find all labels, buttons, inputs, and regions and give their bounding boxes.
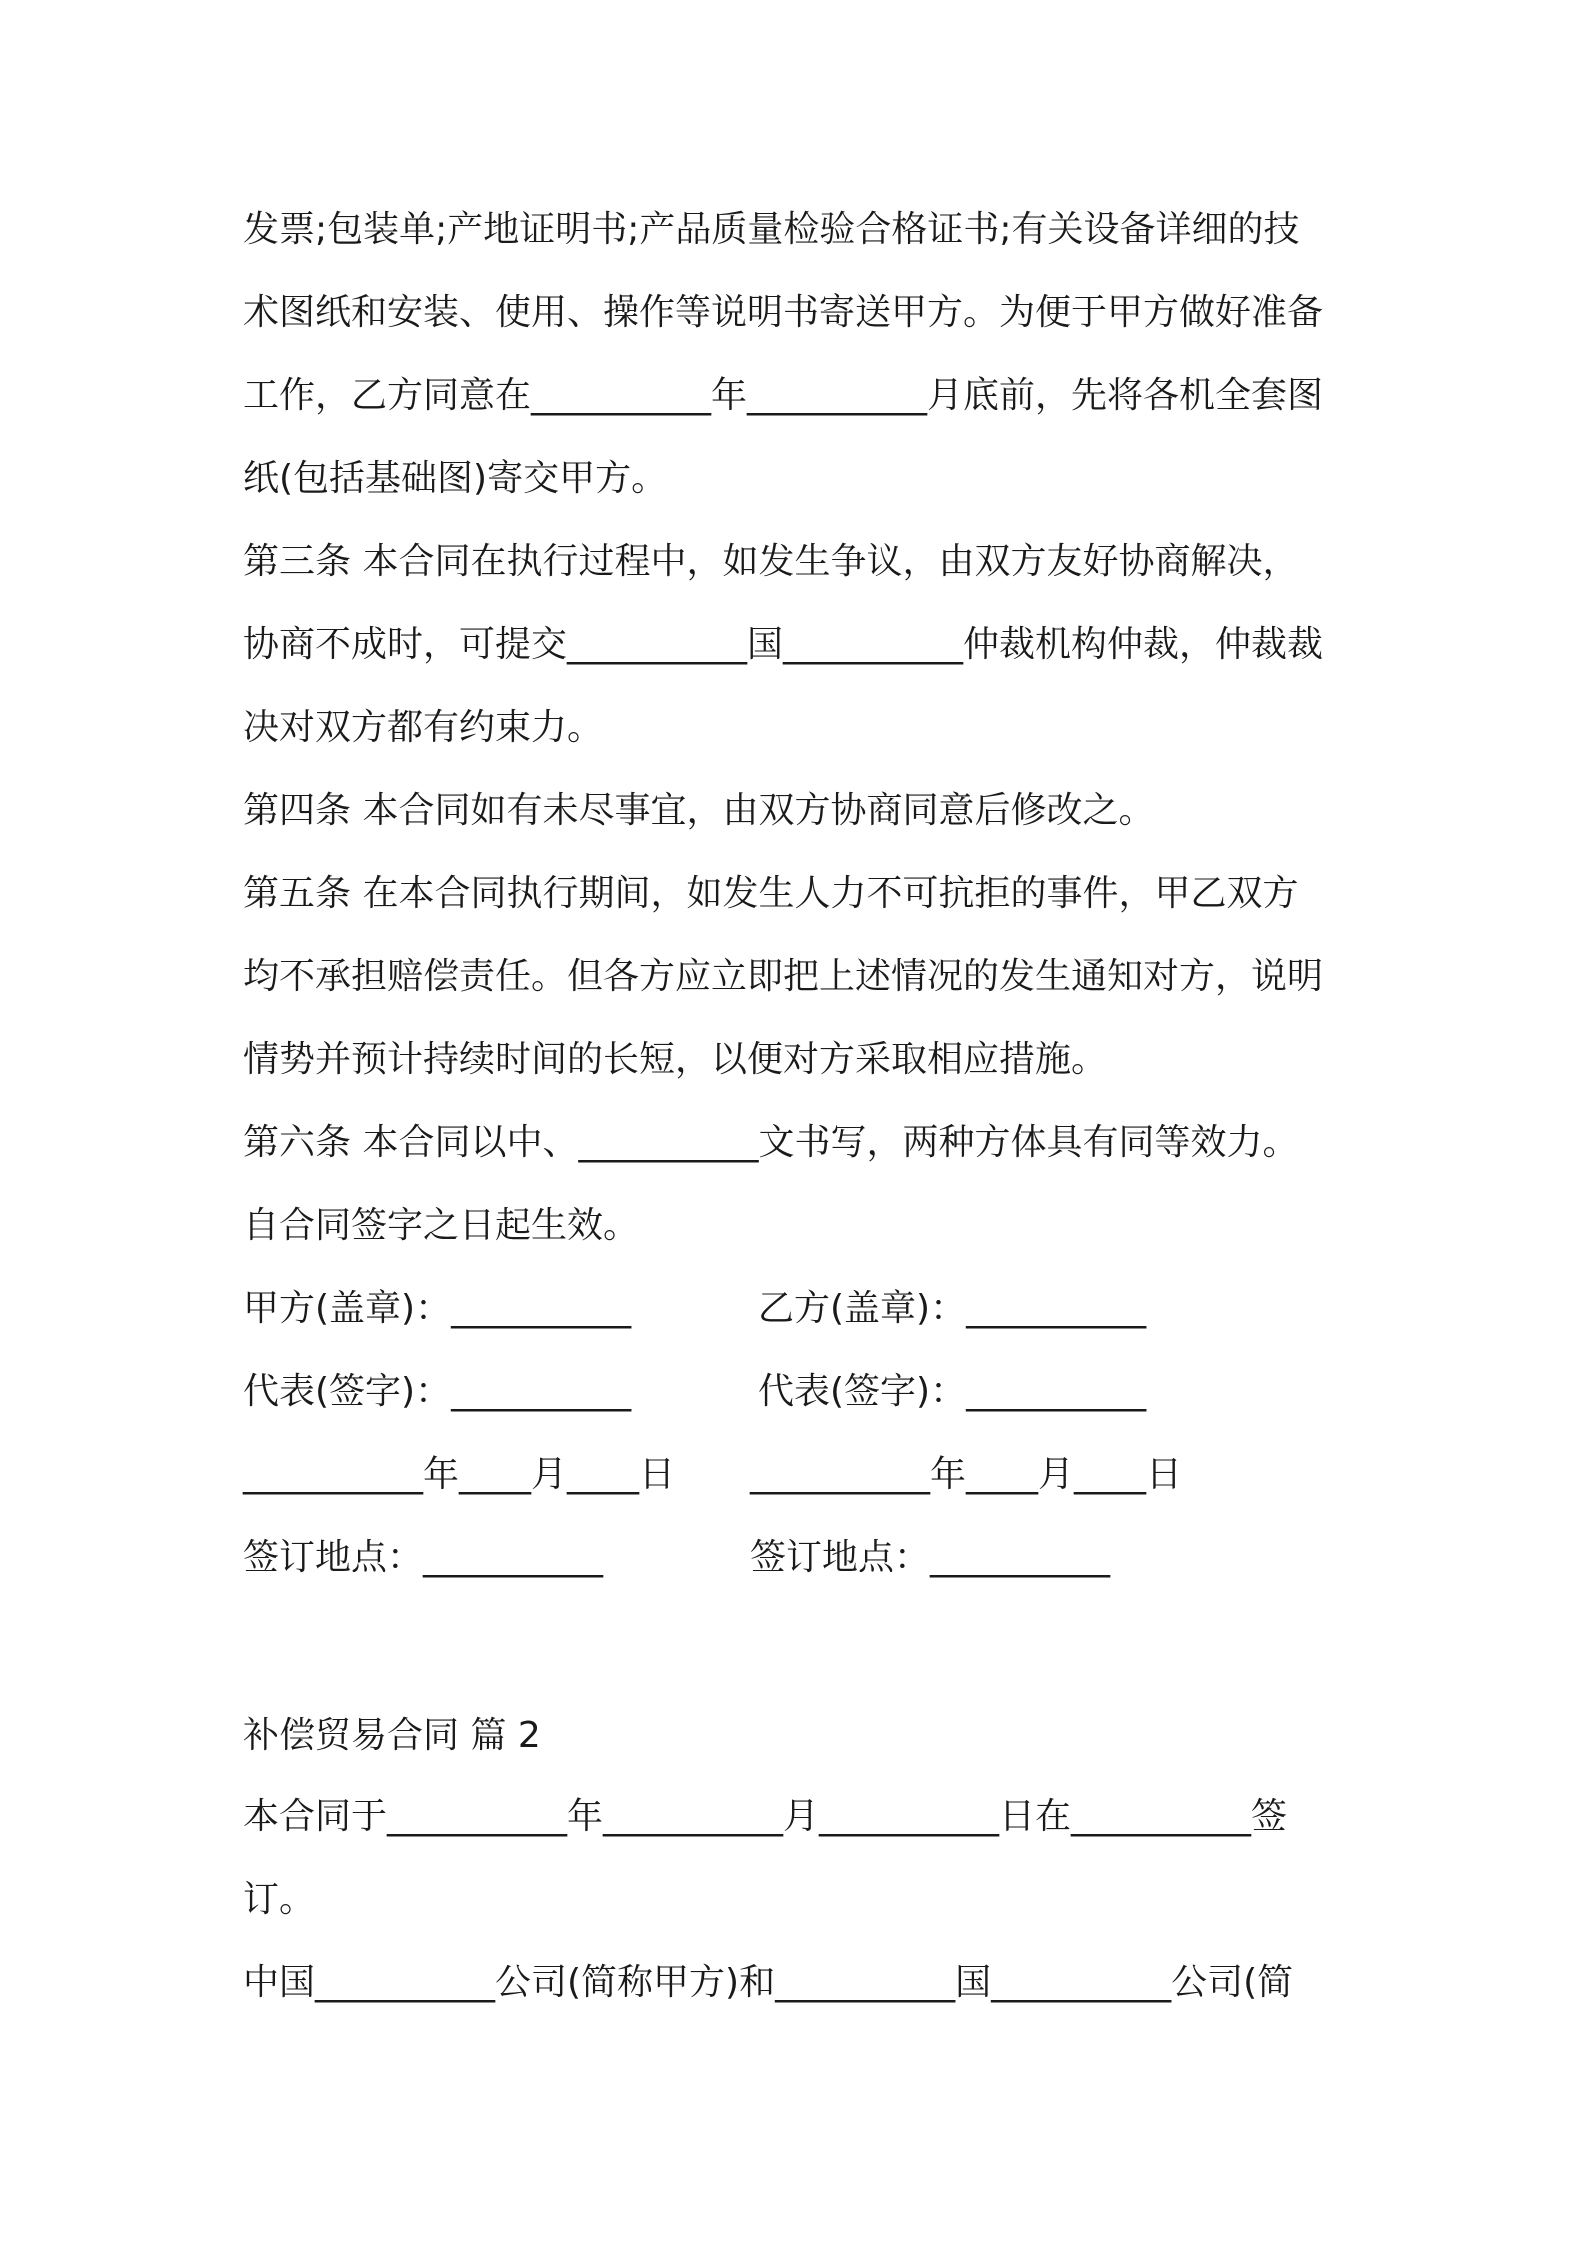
party-b-seal-field: 乙方(盖章)：__________ <box>758 1288 1147 1329</box>
article-5-line-1: 第五条 在本合同执行期间，如发生人力不可抗拒的事件，甲乙双方 <box>243 873 1299 914</box>
article-3-line-1: 第三条 本合同在执行过程中，如发生争议，由双方友好协商解决， <box>243 541 1299 582</box>
paragraph-1-line-3: 工作，乙方同意在__________年__________月底前，先将各机全套图 <box>243 375 1324 416</box>
paragraph-1-line-1: 发票;包装单;产地证明书;产品质量检验合格证书;有关设备详细的技 <box>243 209 1300 250</box>
article-6-line-2: 自合同签字之日起生效。 <box>243 1205 640 1246</box>
section-2-line-2: 订。 <box>243 1879 316 1920</box>
party-a-representative-field: 代表(签字)：__________ <box>243 1371 632 1412</box>
article-6-line-1: 第六条 本合同以中、__________文书写，两种方体具有同等效力。 <box>243 1122 1299 1163</box>
section-2-line-3: 中国__________公司(简称甲方)和__________国__________公司(简 <box>243 1962 1294 2003</box>
section-2-heading: 补偿贸易合同 篇 2 <box>243 1715 541 1756</box>
article-5-line-2: 均不承担赔偿责任。但各方应立即把上述情况的发生通知对方，说明 <box>243 956 1324 997</box>
section-2-line-1: 本合同于__________年__________月__________日在__________签 <box>243 1796 1288 1837</box>
paragraph-1-line-2: 术图纸和安装、使用、操作等说明书寄送甲方。为便于甲方做好准备 <box>243 292 1324 333</box>
article-5-line-3: 情势并预计持续时间的长短，以便对方采取相应措施。 <box>243 1039 1108 1080</box>
party-b-signing-place-field: 签订地点：__________ <box>750 1537 1111 1578</box>
article-3-line-2: 协商不成时，可提交__________国__________仲裁机构仲裁，仲裁裁 <box>243 624 1324 665</box>
article-4-line-1: 第四条 本合同如有未尽事宜，由双方协商同意后修改之。 <box>243 790 1155 831</box>
party-a-seal-field: 甲方(盖章)：__________ <box>243 1288 632 1329</box>
party-a-signing-place-field: 签订地点：__________ <box>243 1537 604 1578</box>
paragraph-1-line-4: 纸(包括基础图)寄交甲方。 <box>243 458 668 499</box>
article-3-line-3: 决对双方都有约束力。 <box>243 707 604 748</box>
party-b-date-field: __________年____月____日 <box>750 1454 1182 1495</box>
party-b-representative-field: 代表(签字)：__________ <box>758 1371 1147 1412</box>
party-a-date-field: __________年____月____日 <box>243 1454 675 1495</box>
